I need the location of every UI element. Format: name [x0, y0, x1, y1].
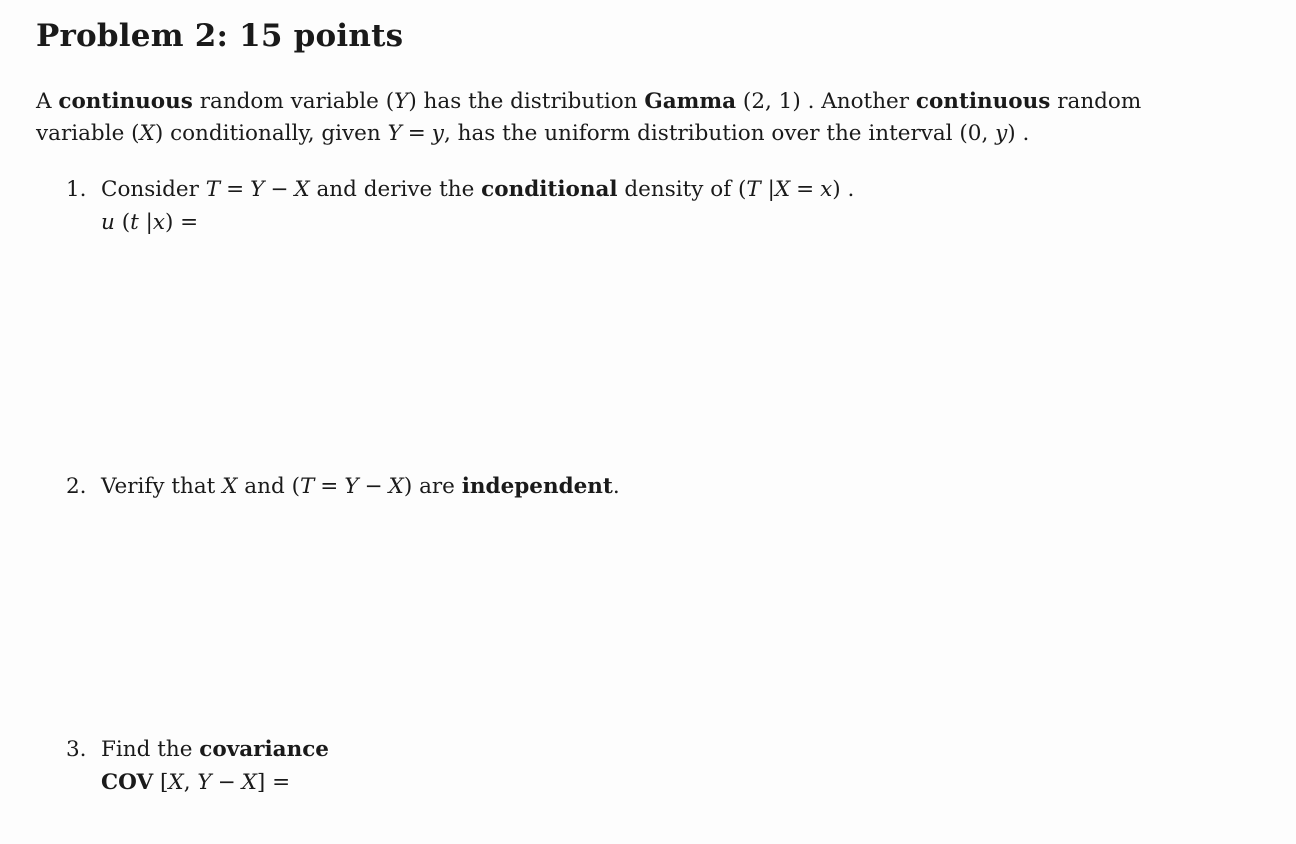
bold-term: COV: [101, 770, 154, 795]
statement-line-1: [36, 86, 1266, 118]
math-var: y: [431, 121, 444, 146]
math-var: Y: [394, 89, 409, 114]
text: ] =: [256, 770, 291, 795]
question-number: 2.: [66, 474, 87, 499]
math-var: X: [139, 121, 155, 146]
text: .: [612, 474, 620, 499]
text: ) .: [832, 177, 855, 202]
problem-statement: [36, 86, 1266, 150]
text: , has the uniform distribution over the interval (0,: [443, 121, 996, 146]
math-var: Y: [387, 121, 402, 146]
text: Consider: [101, 177, 206, 202]
answer-prompt-3: [66, 766, 329, 799]
math-var: X: [388, 474, 404, 499]
question-number: 3.: [66, 737, 87, 762]
math-op: =: [407, 121, 426, 146]
bold-term: independent: [461, 474, 613, 499]
bold-term: continuous: [915, 89, 1051, 114]
text: and (: [237, 474, 300, 499]
question-2: [66, 470, 620, 503]
text: Verify that: [101, 474, 223, 499]
question-1: [66, 173, 854, 239]
math-var: t: [130, 210, 139, 235]
math-op: =: [226, 177, 245, 202]
text: ,: [183, 770, 198, 795]
text: variable (: [36, 121, 140, 146]
math-op: −: [217, 770, 236, 795]
text: and derive the: [309, 177, 482, 202]
math-var: X: [241, 770, 257, 795]
text: ) has the distribution: [408, 89, 645, 114]
math-var: X: [222, 474, 238, 499]
text: |: [138, 210, 153, 235]
text: ) conditionally, given: [154, 121, 388, 146]
math-var: u: [101, 210, 115, 235]
math-var: Y: [197, 770, 212, 795]
math-op: −: [270, 177, 289, 202]
text: random: [1050, 89, 1142, 114]
text: density of (: [617, 177, 747, 202]
question-3: [66, 733, 329, 799]
math-var: Y: [344, 474, 359, 499]
math-op: −: [364, 474, 383, 499]
bold-term: continuous: [58, 89, 193, 114]
text: [: [153, 770, 169, 795]
text: ) =: [164, 210, 199, 235]
math-var: y: [995, 121, 1008, 146]
text: (: [114, 210, 131, 235]
math-var: T: [205, 177, 221, 202]
text: A: [36, 89, 59, 114]
bold-term: covariance: [199, 737, 329, 762]
text: ) .: [1007, 121, 1030, 146]
text: |: [760, 177, 775, 202]
math-op: =: [320, 474, 339, 499]
bold-term: conditional: [481, 177, 618, 202]
question-number: 1.: [66, 177, 87, 202]
math-var: T: [299, 474, 315, 499]
problem-title: Problem 2: 15 points: [36, 18, 404, 54]
text: Find the: [101, 737, 200, 762]
math-var: x: [152, 210, 165, 235]
math-var: Y: [250, 177, 265, 202]
text: ) are: [403, 474, 462, 499]
math-op: =: [796, 177, 815, 202]
text: (2, 1) . Another: [736, 89, 916, 114]
math-var: X: [774, 177, 791, 202]
text: random variable (: [192, 89, 395, 114]
math-var: x: [820, 177, 833, 202]
math-var: X: [294, 177, 310, 202]
statement-line-2: [36, 118, 1266, 150]
answer-prompt-1: [66, 206, 854, 239]
math-var: T: [746, 177, 761, 202]
math-var: X: [168, 770, 184, 795]
bold-term: Gamma: [644, 89, 737, 114]
